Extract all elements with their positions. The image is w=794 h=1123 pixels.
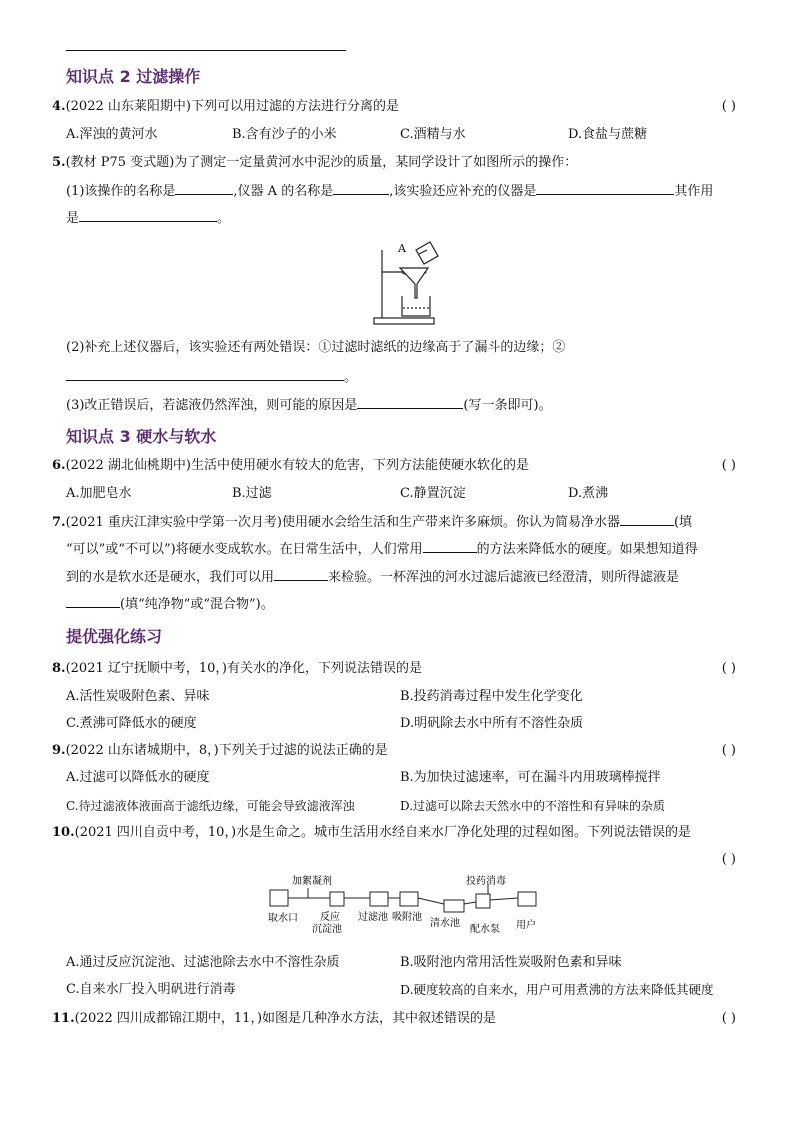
answer-paren: ( ) — [721, 743, 736, 758]
label-pump: 配水泵 — [470, 924, 500, 935]
option-c: C.酒精与水 — [400, 127, 466, 142]
question-6: 6.(2022 湖北仙桃期中)生活中使用硬水有较大的危害，下列方法能使硬水软化的是 — [52, 458, 529, 473]
question-11: 11.(2022 四川成都锦江期中，11，)如图是几种净水方法，其中叙述错误的是 — [52, 1011, 497, 1026]
label-flocculant: 加絮凝剂 — [292, 876, 332, 887]
option-c: C.自来水厂投入明矾进行消毒 — [66, 982, 236, 997]
option-a: A.加肥皂水 — [66, 486, 132, 501]
answer-blank[interactable] — [175, 182, 233, 195]
question-8: 8.(2021 辽宁抚顺中考，10，)有关水的净化，下列说法错误的是 — [52, 661, 422, 676]
label-filter-tank: 过滤池 — [358, 912, 388, 923]
option-a: A.通过反应沉淀池、过滤池除去水中不溶性杂质 — [66, 955, 340, 970]
answer-blank[interactable] — [620, 513, 674, 526]
option-b: B.吸附池内常用活性炭吸附色素和异味 — [400, 955, 622, 970]
q5-part1: (1)该操作的名称是 ,仪器 A 的名称是 ,该实验还应补充的仪器是 其作用 — [66, 184, 714, 199]
label-disinfection: 投药消毒 — [466, 876, 506, 887]
answer-paren: ( ) — [721, 99, 736, 114]
question-7: 7.(2021 重庆江津实验中学第一次月考)使用硬水会给生活和生产带来许多麻烦。你认为简易净水器 (填 — [52, 515, 693, 530]
question-10: 10.(2021 四川自贡中考，10，)水是生命之。城市生活用水经自来水厂净化处理的过程如图。下列说法错误的是 — [52, 825, 692, 840]
answer-blank[interactable] — [357, 396, 463, 409]
option-c: C.煮沸可降低水的硬度 — [66, 716, 197, 731]
q5-part2: (2)补充上述仪器后，该实验还有两处错误：①过滤时滤纸的边缘高于了漏斗的边缘；② — [66, 340, 566, 355]
q5-part3: (3)改正错误后，若滤液仍然浑浊，则可能的原因是 (写一条即可)。 — [66, 398, 552, 413]
figure-label-a: A — [398, 242, 406, 255]
option-d: D.明矾除去水中所有不溶性杂质 — [400, 716, 584, 731]
section-heading-4: 提优强化练习 — [66, 627, 163, 646]
question-number: 5. — [52, 155, 66, 170]
question-number: 4. — [52, 99, 66, 114]
question-5 — [52, 155, 577, 171]
answer-blank[interactable] — [423, 540, 477, 553]
filtration-apparatus-figure — [372, 236, 442, 328]
section-heading-2: 知识点 2 过滤操作 — [66, 67, 201, 86]
option-a: A.浑浊的黄河水 — [66, 127, 158, 142]
answer-blank[interactable] — [66, 368, 344, 381]
answer-paren: ( ) — [721, 661, 736, 676]
option-d: D.硬度较高的自来水，用户可用煮沸的方法来降低其硬度 — [400, 982, 714, 997]
label-intake: 取水口 — [268, 913, 298, 924]
question-text: (教材 P75 变式题)为了测定一定量黄河水中泥沙的质量，某同学设计了如图所示的操作： — [65, 155, 578, 170]
option-b: B.为加快过滤速率，可在漏斗内用玻璃棒搅拌 — [400, 770, 661, 785]
option-b: B.含有沙子的小米 — [232, 127, 337, 142]
option-d: D.过滤可以除去天然水中的不溶性和有异味的杂质 — [400, 799, 666, 813]
answer-blank[interactable] — [536, 182, 674, 195]
label-clear-water-tank: 清水池 — [430, 918, 460, 929]
answer-paren: ( ) — [721, 1011, 736, 1026]
answer-paren: ( ) — [721, 852, 736, 867]
option-b: B.投药消毒过程中发生化学变化 — [400, 689, 583, 704]
q5-part1-cont: 是 。 — [66, 211, 231, 226]
question-9: 9.(2022 山东诸城期中，8，)下列关于过滤的说法正确的是 — [52, 743, 388, 758]
q5-part2-cont: 。 — [66, 368, 357, 386]
top-rule — [66, 50, 346, 51]
option-c: C.静置沉淀 — [400, 486, 466, 501]
answer-blank[interactable] — [274, 568, 328, 581]
q7-line2: “可以”或“不可以”)将硬水变成软水。在日常生活中，人们常用 的方法来降低水的硬度。如果想知道得 — [66, 542, 698, 557]
answer-blank[interactable] — [66, 595, 120, 608]
section-heading-3: 知识点 3 硬水与软水 — [66, 427, 217, 446]
label-sedimentation: 沉淀池 — [312, 924, 342, 935]
option-a: A.活性炭吸附色素、异味 — [66, 689, 210, 704]
answer-paren: ( ) — [721, 458, 736, 473]
q7-line3: 到的水是软水还是硬水，我们可以用 来检验。一杯浑浊的河水过滤后滤液已经澄清，则所得滤液是 — [66, 570, 680, 585]
answer-blank[interactable] — [79, 209, 217, 222]
option-d: D.煮沸 — [568, 486, 609, 501]
question-text: (2022 山东莱阳期中)下列可以用过滤的方法进行分离的是 — [65, 99, 399, 114]
option-d: D.食盐与蔗糖 — [568, 127, 648, 142]
option-b: B.过滤 — [232, 486, 272, 501]
question-4 — [52, 99, 399, 115]
label-adsorption-tank: 吸附池 — [392, 912, 422, 923]
label-user: 用户 — [516, 920, 536, 931]
q7-line4: (填“纯净物”或“混合物”)。 — [66, 595, 274, 613]
label-reaction: 反应 — [320, 912, 340, 923]
water-treatment-diagram — [268, 874, 548, 942]
option-c: C.待过滤液体液面高于滤纸边缘，可能会导致滤液浑浊 — [66, 799, 355, 813]
answer-blank[interactable] — [333, 182, 389, 195]
option-a: A.过滤可以降低水的硬度 — [66, 770, 210, 785]
